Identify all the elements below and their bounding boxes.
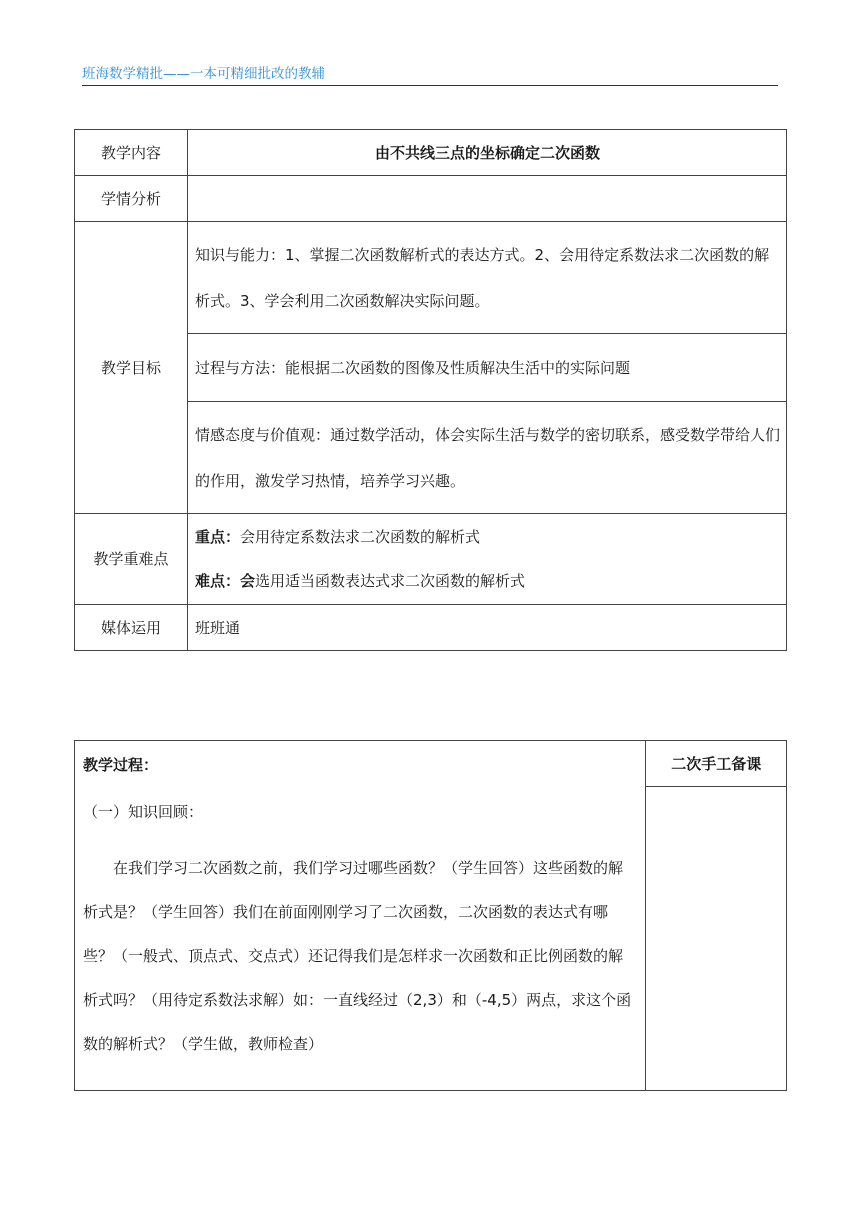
- process-paragraph: 在我们学习二次函数之前，我们学习过哪些函数？（学生回答）这些函数的解析式是？（学生回答）我们在前面刚刚学习了二次函数，二次函数的表达式有哪些？（一般式、顶点式、交点式）还记得我们是怎样求一次函数和正比例函数的解析式吗？（用待定系数法求解）如：一直线经过（2,3）和（-4,5）两点，求这个函数的解析式？（学生做，教师检查）: [83, 859, 632, 1053]
- teaching-process-table: [74, 740, 787, 1091]
- key-point-text: 会用待定系数法求二次函数的解析式: [240, 528, 481, 546]
- goal-emotion: 情感态度与价值观：通过数学活动，体会实际生活与数学的密切联系，感受数学带给人们的作用，激发学习热情，培养学习兴趣。: [188, 402, 787, 514]
- table-row: [75, 605, 787, 651]
- goals-label: 教学目标: [75, 222, 188, 514]
- media-value: 班班通: [188, 605, 787, 651]
- analysis-value: [188, 176, 787, 222]
- table-row: [75, 514, 787, 605]
- content-value: 由不共线三点的坐标确定二次函数: [188, 130, 787, 176]
- process-title: 教学过程：: [83, 756, 159, 774]
- side-header: 二次手工备课: [646, 741, 787, 787]
- table-row: [75, 741, 787, 787]
- goal-knowledge: 知识与能力：1、掌握二次函数解析式的表达方式。2、会用待定系数法求二次函数的解析式。3、学会利用二次函数解决实际问题。: [188, 222, 787, 334]
- table-row: [75, 130, 787, 176]
- media-label: 媒体运用: [75, 605, 188, 651]
- key-point: [195, 515, 780, 559]
- table-row: [75, 176, 787, 222]
- difficult-point: [195, 559, 780, 603]
- goal-process: 过程与方法：能根据二次函数的图像及性质解决生活中的实际问题: [188, 334, 787, 402]
- table-row: [75, 222, 787, 334]
- section-title: （一）知识回顾：: [83, 803, 204, 821]
- page-header: 班海数学精批——一本可精细批改的教辅: [82, 62, 778, 86]
- difficult-point-text: 选用适当函数表达式求二次函数的解析式: [255, 572, 526, 590]
- key-point-label: 重点：: [195, 528, 241, 546]
- keypoints-cell: [188, 514, 787, 605]
- analysis-label: 学情分析: [75, 176, 188, 222]
- notes-cell: [646, 787, 787, 1091]
- content-label: 教学内容: [75, 130, 188, 176]
- lesson-info-table: [74, 129, 787, 651]
- difficult-point-label: 难点：会: [195, 572, 256, 590]
- keypoints-label: 教学重难点: [75, 514, 188, 605]
- process-cell: [75, 741, 646, 1091]
